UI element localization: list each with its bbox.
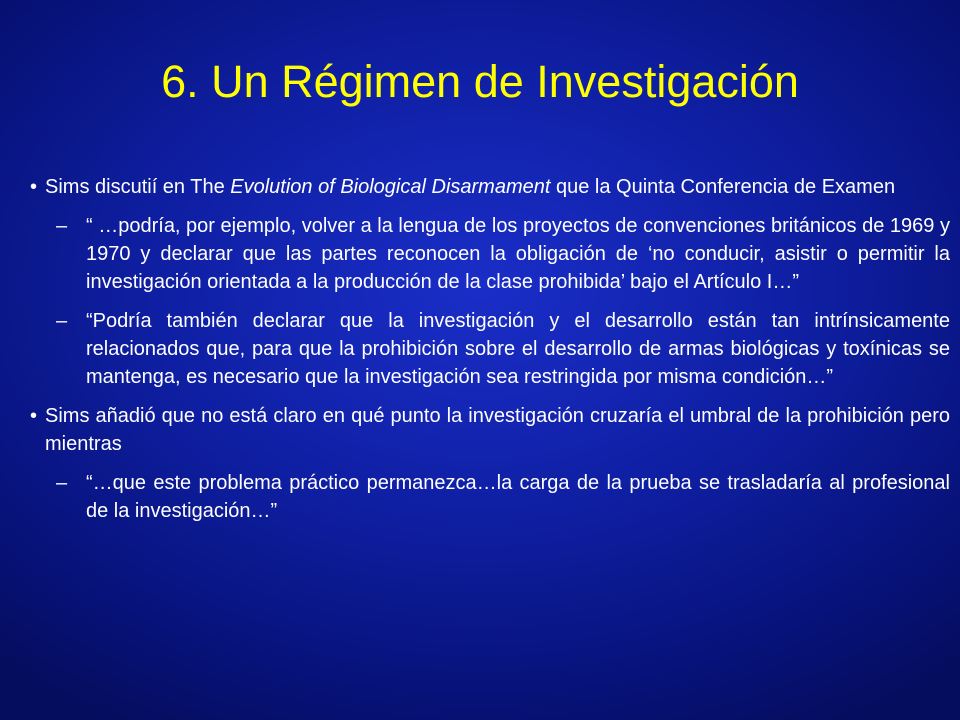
bullet-marker: • [30, 405, 38, 427]
slide-title: 6. Un Régimen de Investigación [161, 56, 799, 107]
bullet-text: Sims añadió que no está claro en qué punto la investigación cruzaría el umbral de la prohibición pero mientras [45, 405, 950, 455]
sub-item [30, 469, 950, 525]
quote-text: “ …podría, por ejemplo, volver a la lengua de los proyectos de convenciones británicos de 1969 y 1970 y declarar que las partes reconocen la obligación de ‘no conducir, asistir o permitir la investigación orientada a la producción de la clase prohibida’ bajo el Artículo I…” [86, 215, 950, 293]
slide-body [30, 173, 950, 536]
sub-item [30, 307, 950, 391]
dash-marker: – [56, 310, 68, 332]
bullet-text [45, 173, 950, 201]
bullet-marker: • [30, 176, 38, 198]
quote-text: “…que este problema práctico permanezca…la carga de la prueba se trasladaría al profesional de la investigación…” [86, 472, 950, 522]
dash-marker: – [56, 215, 68, 237]
book-title: Evolution of Biological Disarmament [230, 176, 551, 198]
bullet-item [30, 402, 950, 458]
bullet-text-after: que la Quinta Conferencia de Examen [550, 176, 896, 198]
bullet-item [30, 173, 950, 201]
sub-item [30, 212, 950, 296]
bullet-text-before: Sims discutií en The [45, 176, 231, 198]
dash-marker: – [56, 472, 68, 494]
quote-text: “Podría también declarar que la investigación y el desarrollo están tan intrínsicamente relacionados que, para que la prohibición sobre el desarrollo de armas biológicas y toxínicas se mantenga, es necesario que la investigación sea restringida por misma condición…” [86, 310, 950, 388]
